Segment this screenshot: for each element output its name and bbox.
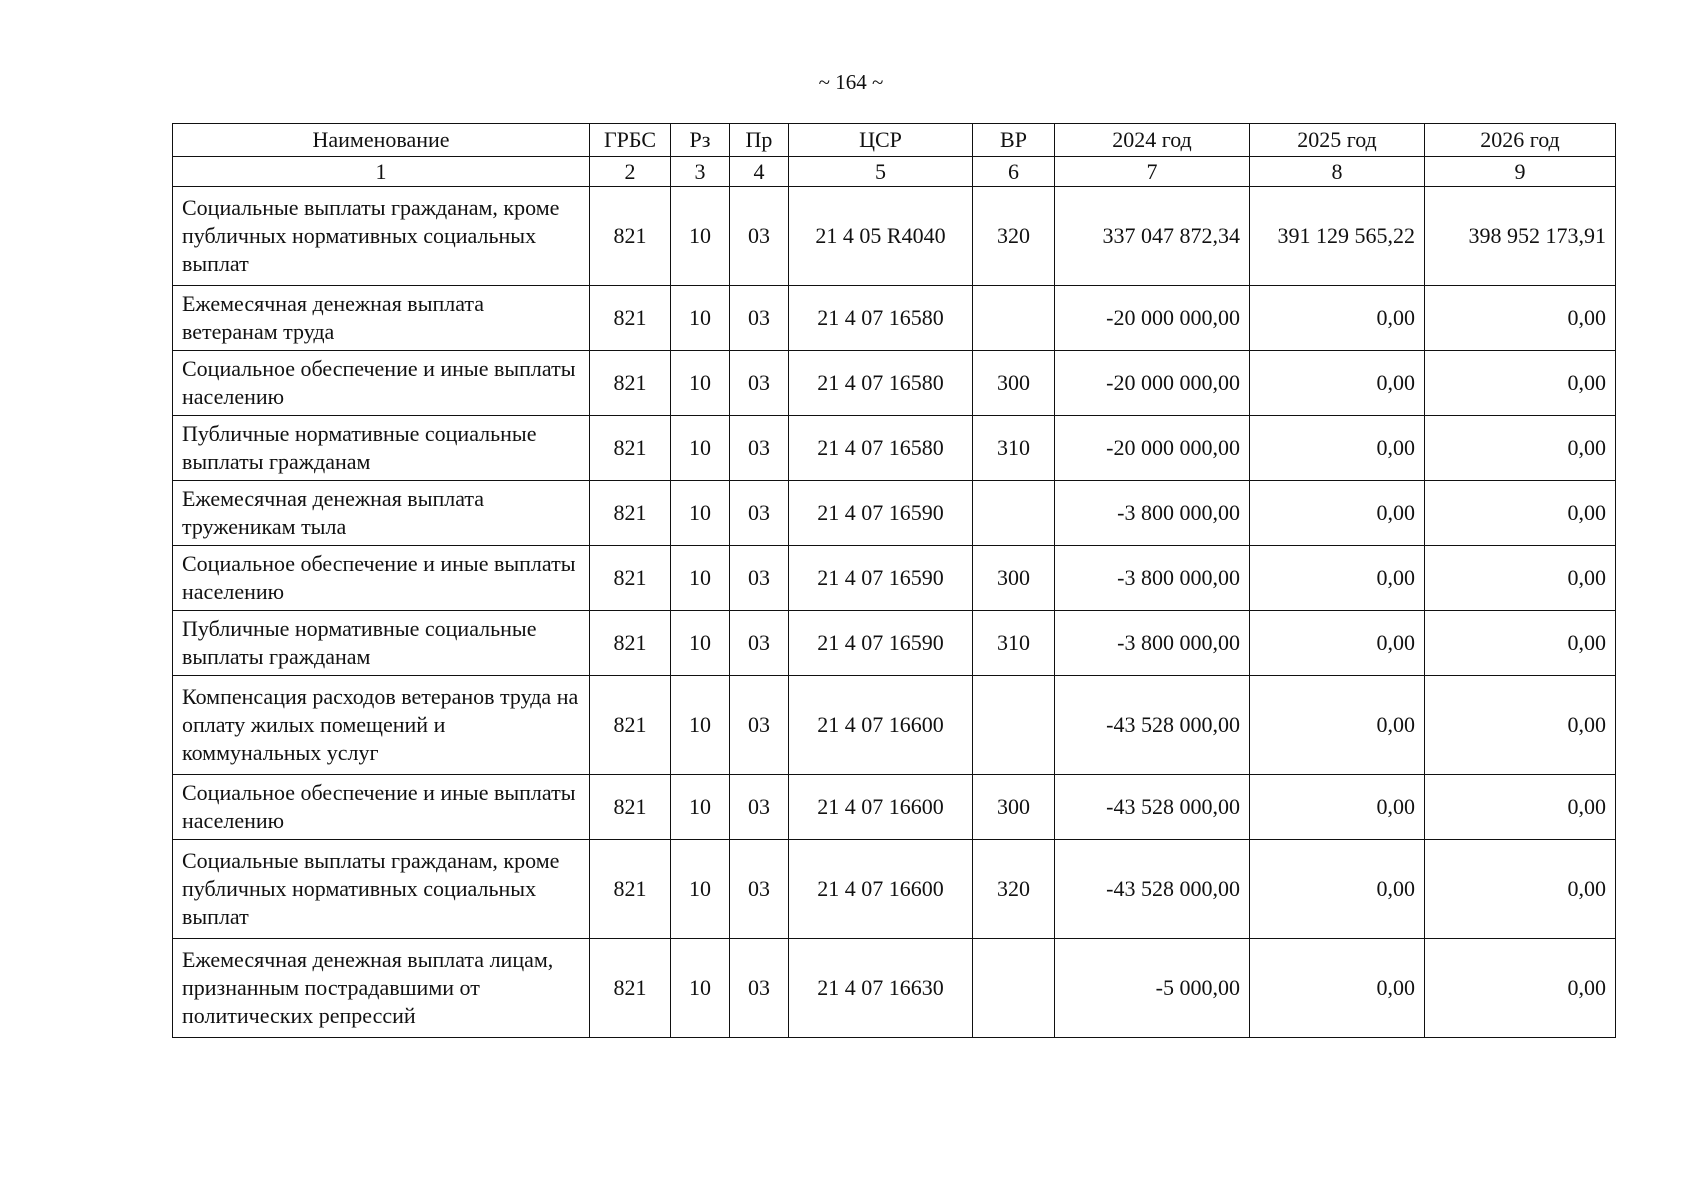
cell-2024: -3 800 000,00: [1055, 611, 1250, 676]
cell-pr: 03: [730, 481, 789, 546]
cell-vr: 310: [973, 416, 1055, 481]
column-number-row: [173, 157, 1616, 187]
cell-2024: -43 528 000,00: [1055, 676, 1250, 775]
column-number: 3: [671, 157, 730, 187]
budget-table: [172, 123, 1616, 1038]
cell-name: Социальное обеспечение и иные выплаты населению: [173, 775, 590, 840]
table-row: [173, 286, 1616, 351]
table-row: [173, 611, 1616, 676]
table-row: [173, 775, 1616, 840]
cell-vr: 310: [973, 611, 1055, 676]
table-row: [173, 546, 1616, 611]
header-rz: Рз: [671, 124, 730, 157]
cell-name: Публичные нормативные социальные выплаты гражданам: [173, 416, 590, 481]
column-number: 6: [973, 157, 1055, 187]
cell-name: Публичные нормативные социальные выплаты гражданам: [173, 611, 590, 676]
cell-2025: 0,00: [1250, 775, 1425, 840]
cell-csr: 21 4 07 16600: [789, 840, 973, 939]
cell-grbs: 821: [590, 286, 671, 351]
cell-2025: 0,00: [1250, 611, 1425, 676]
cell-2024: 337 047 872,34: [1055, 187, 1250, 286]
cell-rz: 10: [671, 939, 730, 1038]
table-row: [173, 676, 1616, 775]
cell-2024: -20 000 000,00: [1055, 286, 1250, 351]
cell-grbs: 821: [590, 481, 671, 546]
cell-2025: 0,00: [1250, 939, 1425, 1038]
cell-pr: 03: [730, 351, 789, 416]
cell-name: Ежемесячная денежная выплата лицам, признанным пострадавшими от политических репрессий: [173, 939, 590, 1038]
cell-2026: 0,00: [1425, 939, 1616, 1038]
header-row: [173, 124, 1616, 157]
cell-csr: 21 4 07 16630: [789, 939, 973, 1038]
cell-2025: 0,00: [1250, 840, 1425, 939]
cell-pr: 03: [730, 416, 789, 481]
cell-rz: 10: [671, 676, 730, 775]
cell-grbs: 821: [590, 840, 671, 939]
cell-2026: 0,00: [1425, 840, 1616, 939]
cell-rz: 10: [671, 840, 730, 939]
cell-2024: -20 000 000,00: [1055, 416, 1250, 481]
cell-2024: -20 000 000,00: [1055, 351, 1250, 416]
cell-pr: 03: [730, 939, 789, 1038]
cell-csr: 21 4 07 16580: [789, 416, 973, 481]
cell-rz: 10: [671, 775, 730, 840]
header-vr: ВР: [973, 124, 1055, 157]
cell-name: Социальное обеспечение и иные выплаты населению: [173, 546, 590, 611]
cell-vr: 300: [973, 351, 1055, 416]
table-row: [173, 481, 1616, 546]
cell-2026: 0,00: [1425, 611, 1616, 676]
cell-vr: [973, 676, 1055, 775]
table-row: [173, 187, 1616, 286]
cell-csr: 21 4 07 16590: [789, 481, 973, 546]
cell-grbs: 821: [590, 546, 671, 611]
column-number: 4: [730, 157, 789, 187]
cell-rz: 10: [671, 546, 730, 611]
cell-pr: 03: [730, 286, 789, 351]
column-number: 2: [590, 157, 671, 187]
cell-name: Компенсация расходов ветеранов труда на оплату жилых помещений и коммунальных услуг: [173, 676, 590, 775]
cell-2026: 0,00: [1425, 546, 1616, 611]
cell-rz: 10: [671, 187, 730, 286]
cell-2026: 0,00: [1425, 416, 1616, 481]
cell-vr: 300: [973, 546, 1055, 611]
cell-2025: 0,00: [1250, 416, 1425, 481]
cell-rz: 10: [671, 416, 730, 481]
table-row: [173, 840, 1616, 939]
cell-2026: 0,00: [1425, 676, 1616, 775]
column-number: 9: [1425, 157, 1616, 187]
table-row: [173, 939, 1616, 1038]
table-row: [173, 351, 1616, 416]
cell-2026: 0,00: [1425, 286, 1616, 351]
header-pr: Пр: [730, 124, 789, 157]
cell-csr: 21 4 07 16600: [789, 676, 973, 775]
table-row: [173, 416, 1616, 481]
cell-2024: -5 000,00: [1055, 939, 1250, 1038]
cell-grbs: 821: [590, 187, 671, 286]
cell-name: Ежемесячная денежная выплата труженикам тыла: [173, 481, 590, 546]
cell-name: Социальные выплаты гражданам, кроме публичных нормативных социальных выплат: [173, 840, 590, 939]
cell-rz: 10: [671, 351, 730, 416]
header-2026: 2026 год: [1425, 124, 1616, 157]
cell-2026: 0,00: [1425, 481, 1616, 546]
header-2024: 2024 год: [1055, 124, 1250, 157]
cell-2026: 0,00: [1425, 775, 1616, 840]
cell-pr: 03: [730, 775, 789, 840]
cell-grbs: 821: [590, 676, 671, 775]
cell-2024: -3 800 000,00: [1055, 546, 1250, 611]
cell-rz: 10: [671, 286, 730, 351]
cell-pr: 03: [730, 840, 789, 939]
cell-csr: 21 4 07 16590: [789, 546, 973, 611]
header-2025: 2025 год: [1250, 124, 1425, 157]
cell-grbs: 821: [590, 351, 671, 416]
cell-2025: 0,00: [1250, 481, 1425, 546]
column-number: 1: [173, 157, 590, 187]
cell-csr: 21 4 07 16590: [789, 611, 973, 676]
column-number: 7: [1055, 157, 1250, 187]
column-number: 8: [1250, 157, 1425, 187]
cell-csr: 21 4 07 16580: [789, 351, 973, 416]
cell-2025: 0,00: [1250, 286, 1425, 351]
cell-vr: 320: [973, 840, 1055, 939]
column-number: 5: [789, 157, 973, 187]
cell-pr: 03: [730, 187, 789, 286]
cell-pr: 03: [730, 611, 789, 676]
cell-pr: 03: [730, 546, 789, 611]
cell-grbs: 821: [590, 611, 671, 676]
cell-vr: 300: [973, 775, 1055, 840]
cell-grbs: 821: [590, 416, 671, 481]
cell-2024: -43 528 000,00: [1055, 840, 1250, 939]
cell-2024: -3 800 000,00: [1055, 481, 1250, 546]
cell-2025: 0,00: [1250, 546, 1425, 611]
header-grbs: ГРБС: [590, 124, 671, 157]
cell-pr: 03: [730, 676, 789, 775]
cell-vr: [973, 286, 1055, 351]
cell-2024: -43 528 000,00: [1055, 775, 1250, 840]
cell-rz: 10: [671, 481, 730, 546]
header-name: Наименование: [173, 124, 590, 157]
cell-csr: 21 4 07 16600: [789, 775, 973, 840]
cell-vr: 320: [973, 187, 1055, 286]
header-csr: ЦСР: [789, 124, 973, 157]
cell-name: Ежемесячная денежная выплата ветеранам труда: [173, 286, 590, 351]
page-number: ~ 164 ~: [818, 70, 884, 94]
cell-2025: 0,00: [1250, 676, 1425, 775]
cell-grbs: 821: [590, 939, 671, 1038]
cell-2025: 391 129 565,22: [1250, 187, 1425, 286]
cell-name: Социальные выплаты гражданам, кроме публичных нормативных социальных выплат: [173, 187, 590, 286]
cell-csr: 21 4 07 16580: [789, 286, 973, 351]
cell-name: Социальное обеспечение и иные выплаты населению: [173, 351, 590, 416]
cell-grbs: 821: [590, 775, 671, 840]
cell-vr: [973, 939, 1055, 1038]
cell-rz: 10: [671, 611, 730, 676]
cell-2025: 0,00: [1250, 351, 1425, 416]
cell-csr: 21 4 05 R4040: [789, 187, 973, 286]
cell-vr: [973, 481, 1055, 546]
cell-2026: 398 952 173,91: [1425, 187, 1616, 286]
cell-2026: 0,00: [1425, 351, 1616, 416]
